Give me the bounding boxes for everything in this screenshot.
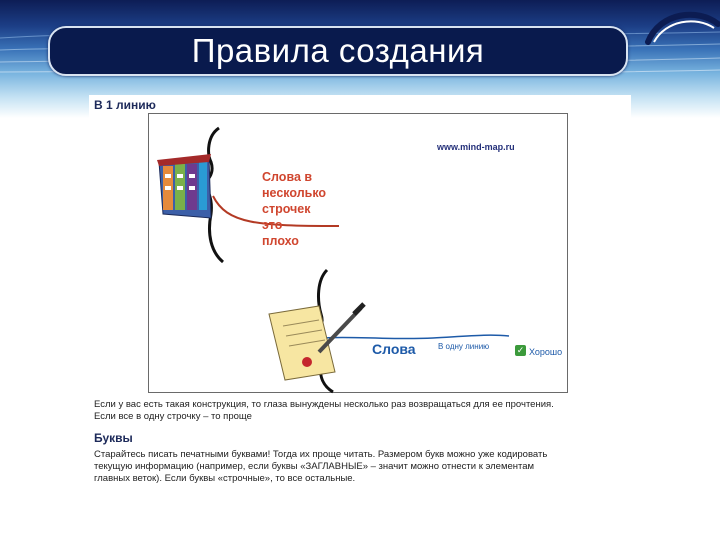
check-icon: ✓ bbox=[516, 345, 525, 355]
mind-map-drawing bbox=[149, 114, 569, 394]
slide-title: Правила создания bbox=[191, 32, 485, 69]
branch-label: В одну линию bbox=[438, 342, 490, 351]
paragraph-letters bbox=[94, 449, 624, 485]
mind-map-illustration bbox=[148, 113, 568, 393]
paragraph-line: Старайтесь писать печатными буквами! Тогда их проще читать. Размером букв можно уже кодировать bbox=[94, 449, 548, 460]
section-heading-letters: Буквы bbox=[94, 431, 133, 445]
paragraph-line: Если у вас есть такая конструкция, то глаза вынуждены несколько раз возвращаться для ее прочтения. bbox=[94, 399, 554, 410]
bad-word-line: это bbox=[262, 218, 283, 232]
document-pen-icon bbox=[269, 304, 364, 380]
bad-word-line: несколько bbox=[262, 186, 327, 200]
paragraph-line: текущую информацию (например, если буквы «ЗАГЛАВНЫЕ» – значит можно отнести к элементам bbox=[94, 461, 535, 472]
paragraph-one-line bbox=[94, 399, 624, 423]
title-bar bbox=[48, 26, 628, 76]
paragraph-line: главных веток). Если буквы «строчные», то все остальные. bbox=[94, 473, 356, 484]
good-label: Хорошо bbox=[529, 347, 563, 357]
building-icon bbox=[157, 154, 211, 218]
bad-word-line: Слова в bbox=[262, 170, 313, 184]
document-panel bbox=[89, 95, 631, 490]
logo-arc-icon bbox=[640, 6, 720, 46]
bad-word-line: строчек bbox=[262, 202, 311, 216]
bad-example-words bbox=[262, 169, 326, 249]
map-url-text: www.mind-map.ru bbox=[437, 142, 515, 152]
paragraph-line: Если все в одну строчку – то проще bbox=[94, 411, 252, 422]
good-example-word: Слова bbox=[372, 341, 416, 357]
bad-word-line: плохо bbox=[262, 234, 299, 248]
section-heading-one-line: В 1 линию bbox=[94, 98, 156, 112]
